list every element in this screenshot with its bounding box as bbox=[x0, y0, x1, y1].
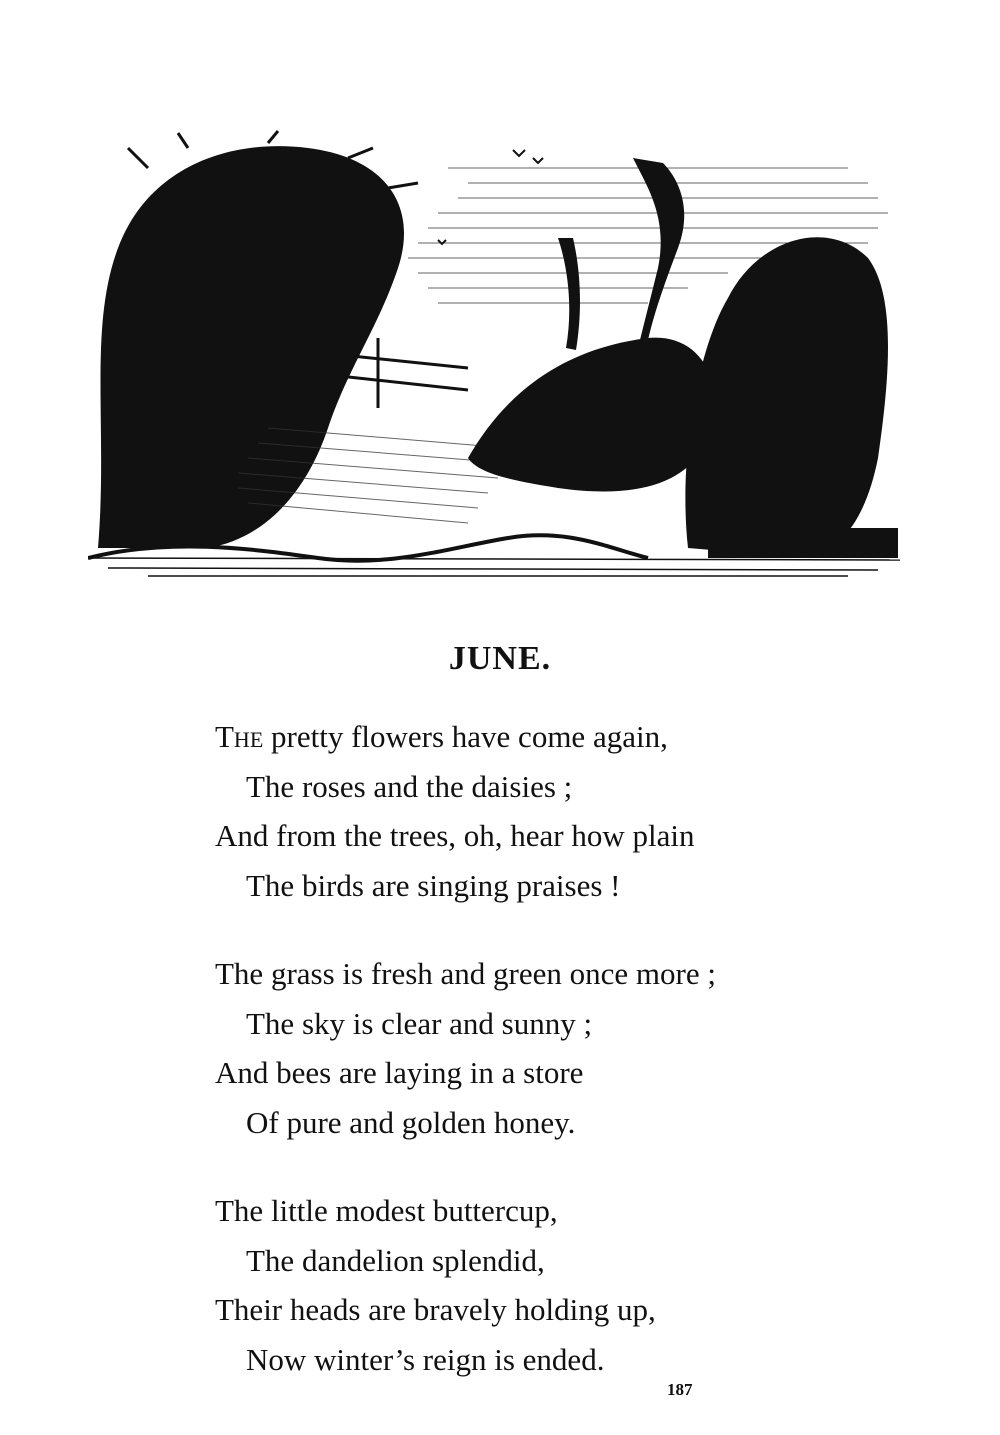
first-word: The bbox=[215, 719, 264, 754]
landscape-illustration bbox=[88, 128, 900, 578]
poem-line: The birds are singing praises ! bbox=[246, 867, 621, 903]
poem-line: Their heads are bravely holding up, bbox=[215, 1292, 656, 1327]
page-number: 187 bbox=[667, 1380, 693, 1399]
stanza bbox=[215, 712, 835, 910]
poem-line: The grass is fresh and green once more ; bbox=[215, 956, 716, 991]
poem-line: Now winter’s reign is ended. bbox=[246, 1341, 605, 1377]
landscape-engraving-icon bbox=[88, 128, 900, 578]
poem-line: The roses and the daisies ; bbox=[246, 768, 573, 804]
poem-line: The little modest buttercup, bbox=[215, 1193, 558, 1228]
poem-line bbox=[215, 712, 835, 762]
poem-title: JUNE. bbox=[448, 640, 552, 677]
poem-line: The dandelion splendid, bbox=[246, 1242, 545, 1278]
poem-line: And from the trees, oh, hear how plain bbox=[215, 818, 695, 853]
poem-line: And bees are laying in a store bbox=[215, 1055, 584, 1090]
stanza bbox=[215, 949, 835, 1147]
poem-body bbox=[215, 712, 835, 1423]
stanza bbox=[215, 1186, 835, 1384]
poem-line: The sky is clear and sunny ; bbox=[246, 1005, 593, 1041]
poem-line-text: pretty flowers have come again, bbox=[263, 719, 668, 754]
poem-line: Of pure and golden honey. bbox=[246, 1104, 576, 1140]
